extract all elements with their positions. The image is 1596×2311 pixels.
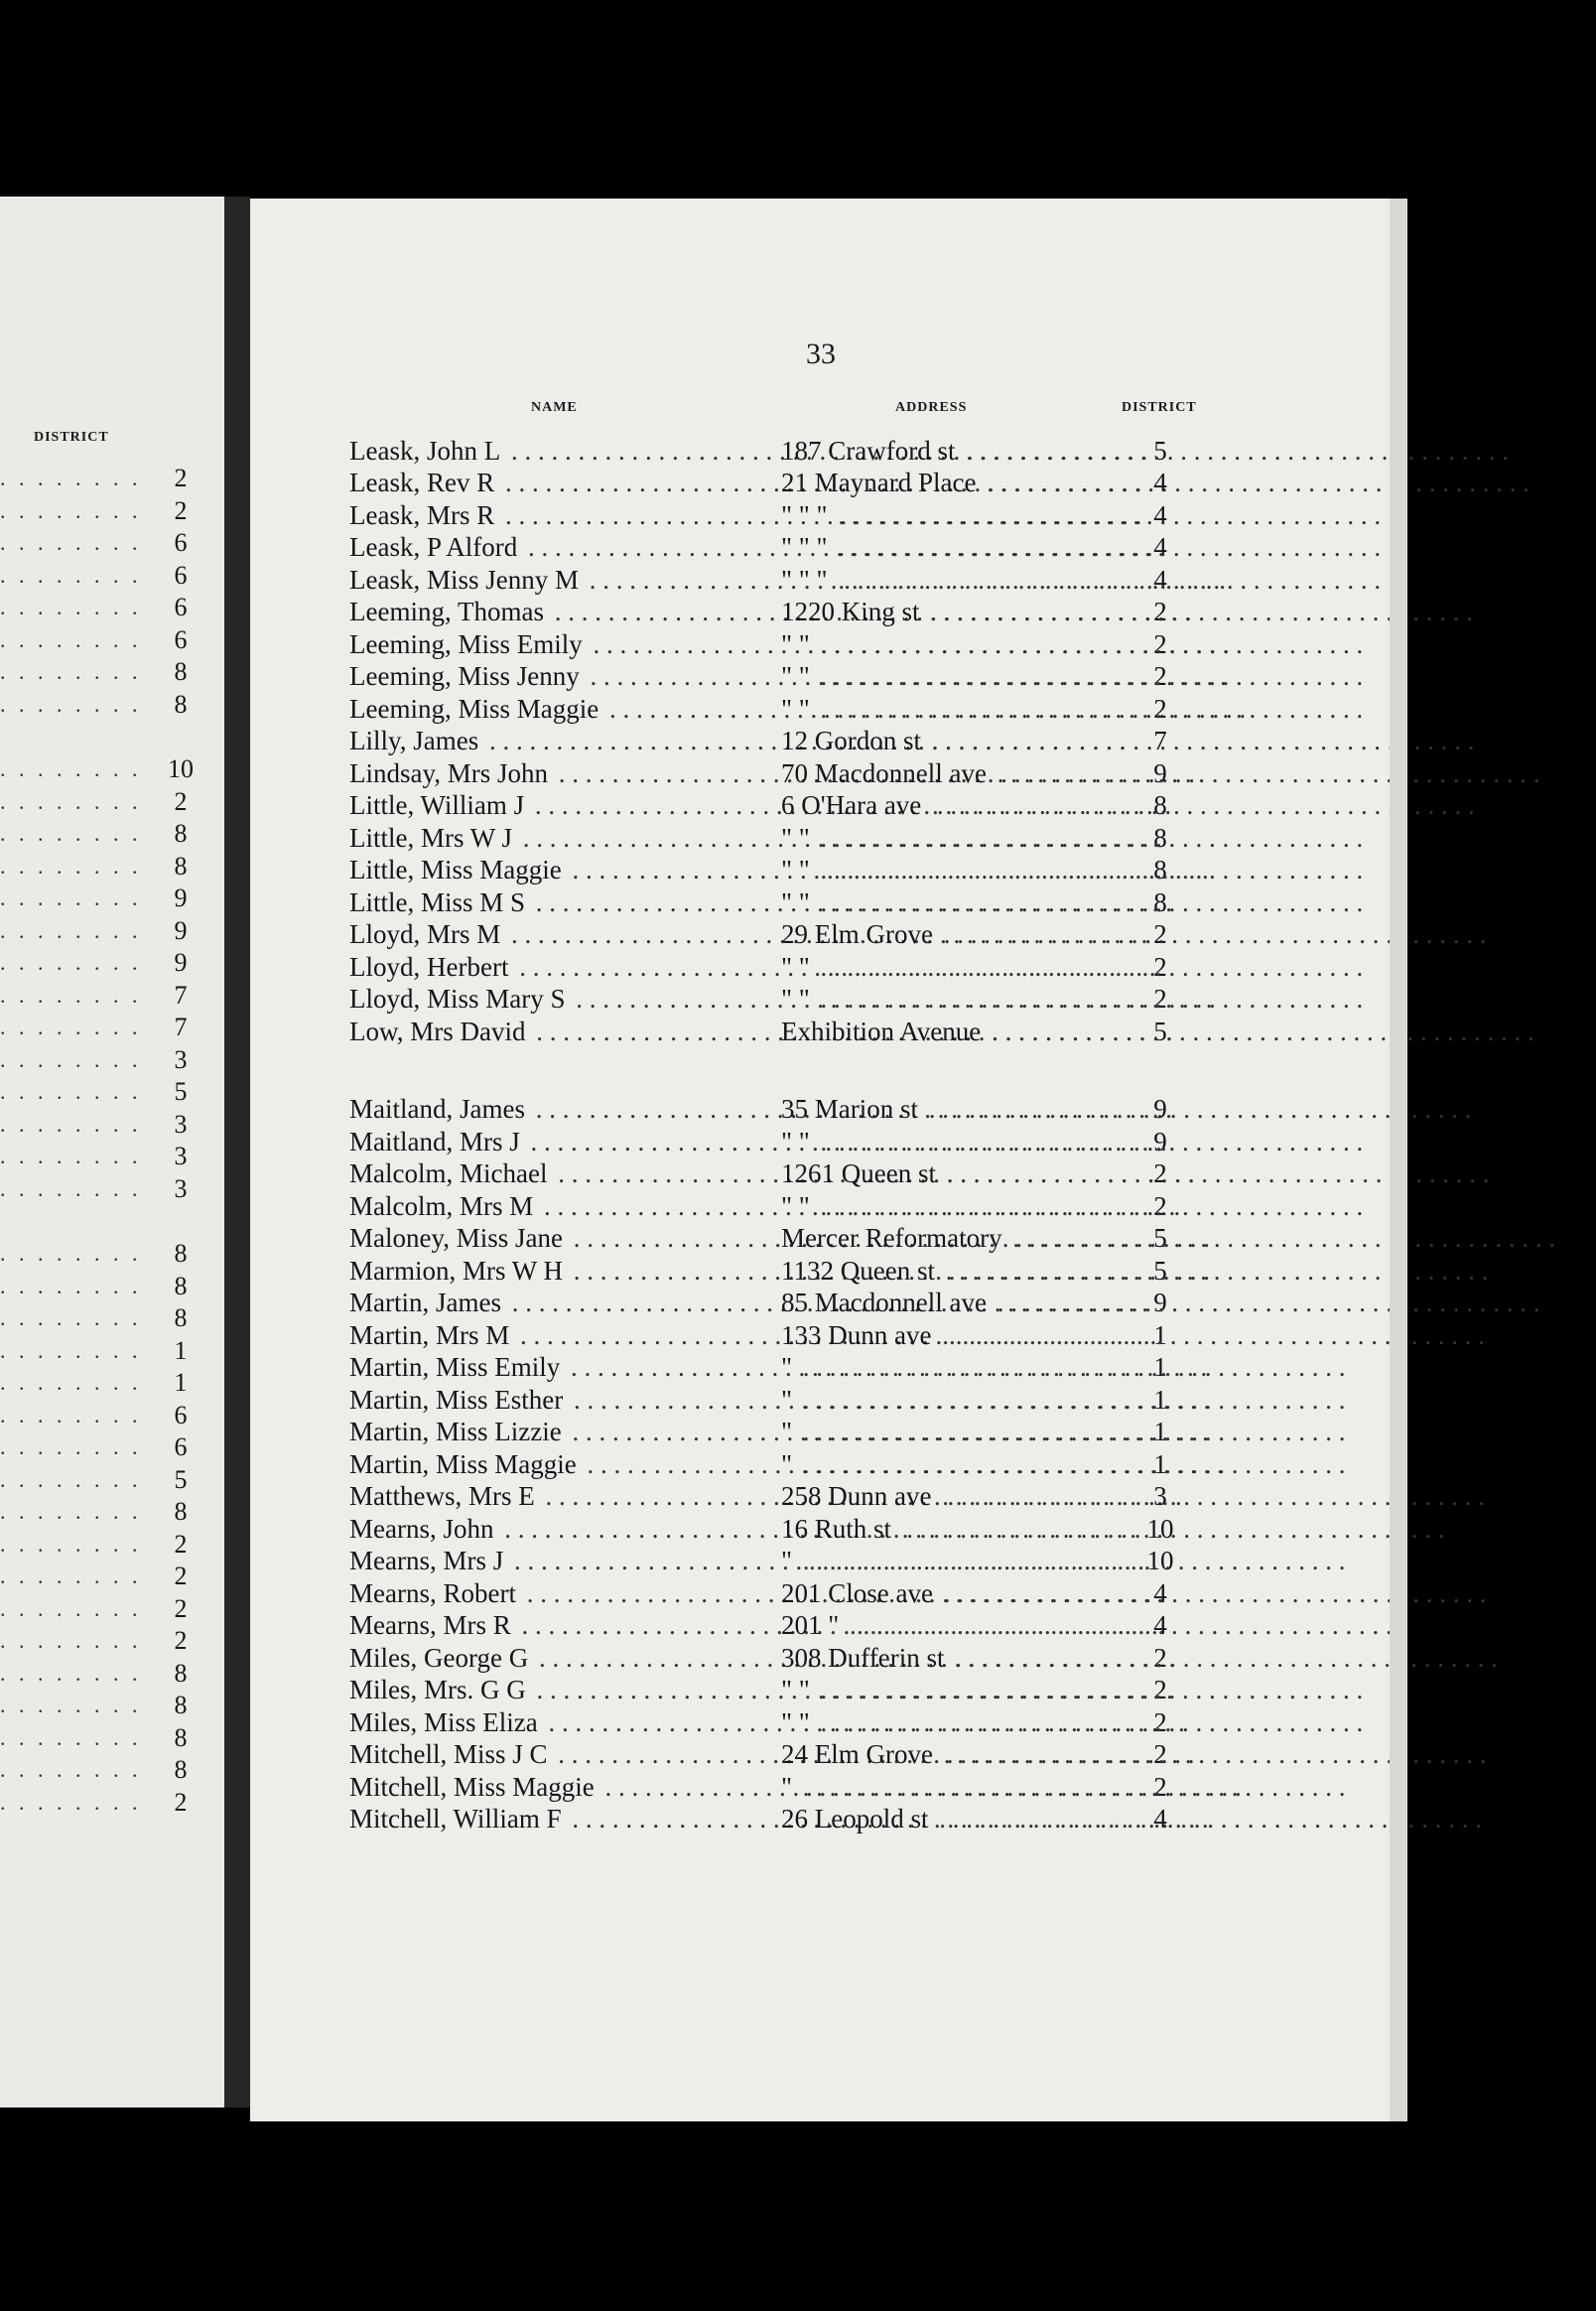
leader-dots: . . . . . . . . — [0, 1434, 142, 1460]
entry-district: 1 — [1153, 1448, 1167, 1479]
entry-address: " " . . . — [781, 629, 1133, 660]
leader-dots: . . . . . . . . — [0, 1724, 142, 1750]
leader-dots: . . . . . . . . — [0, 626, 142, 652]
leader-dots: . . . . . . . . — [0, 1079, 142, 1105]
entry-address: 70 Macdonnell ave . . . — [781, 758, 1133, 789]
left-district-row — [0, 1141, 224, 1173]
entry-name: Maitland, Mrs J . . . — [349, 1127, 773, 1157]
left-district-row — [0, 1012, 224, 1044]
directory-entry — [349, 499, 1342, 532]
leader-dots: . . . . . . . . — [0, 1305, 142, 1331]
leader-dots: . . . . . . . . — [0, 1046, 142, 1072]
leader-dots: . . . . . . . . — [0, 659, 142, 685]
entry-district: 8 — [1153, 790, 1167, 821]
left-district-value: 2 — [174, 495, 188, 525]
directory-entry — [349, 1255, 1342, 1288]
leader-dots: . . . . . . . . — [0, 982, 142, 1008]
address-column-header: ADDRESS — [895, 400, 968, 415]
entry-address: " " " . . . — [781, 565, 1133, 596]
directory-entry — [349, 1706, 1342, 1739]
leader-dots: . . . . . . . . — [0, 788, 142, 814]
entry-name: Lloyd, Mrs M . . . — [349, 919, 773, 950]
entry-name: Lloyd, Miss Mary S . . . — [349, 984, 773, 1015]
left-district-row — [0, 947, 224, 980]
directory-entry — [349, 1642, 1342, 1675]
entry-address: 16 Ruth st . . . — [781, 1514, 1133, 1545]
entry-address: " " . . . — [781, 887, 1133, 918]
leader-dots: . . . . . . . . — [0, 1757, 142, 1783]
leader-dots: . . . . . . . . — [0, 1563, 142, 1589]
entry-name: Miles, Miss Eliza . . . — [349, 1707, 773, 1738]
entry-name: Mearns, Mrs R . . . — [349, 1610, 773, 1641]
directory-entry — [349, 984, 1342, 1017]
directory-entry — [349, 1126, 1342, 1158]
directory-entry — [349, 532, 1342, 565]
left-district-row — [0, 818, 224, 851]
left-district-row — [0, 1658, 224, 1691]
entry-district: 4 — [1153, 1804, 1167, 1835]
entry-name: Martin, Mrs M . . . — [349, 1320, 773, 1351]
entry-name: Miles, George G . . . — [349, 1643, 773, 1674]
directory-entry — [349, 1223, 1342, 1256]
entry-district: 2 — [1153, 951, 1167, 982]
leader-dots: . . . . . . . . — [0, 950, 142, 976]
directory-entry — [349, 661, 1342, 694]
entry-address: 201 Close ave . . . — [781, 1578, 1133, 1609]
entry-district: 2 — [1153, 1706, 1167, 1737]
left-district-value: 3 — [174, 1142, 188, 1171]
left-district-row — [0, 1561, 224, 1593]
left-district-row — [0, 495, 224, 528]
directory-page — [250, 199, 1392, 2121]
entry-district: 5 — [1153, 1016, 1167, 1046]
entry-name: Leask, John L . . . — [349, 436, 773, 467]
left-district-row — [0, 1690, 224, 1722]
left-district-row — [0, 1625, 224, 1658]
entry-district: 2 — [1153, 628, 1167, 659]
entry-address: Mercer Reformatory . . . — [781, 1223, 1133, 1254]
directory-entry — [349, 1610, 1342, 1643]
leader-dots: . . . . . . . . — [0, 885, 142, 911]
left-district-value: 8 — [174, 1239, 188, 1269]
entry-name: Lilly, James . . . — [349, 726, 773, 756]
entry-district: 7 — [1153, 726, 1167, 756]
entry-name: Leask, Miss Jenny M . . . — [349, 565, 773, 596]
entry-name: Martin, Miss Maggie . . . — [349, 1449, 773, 1480]
left-district-row — [0, 1367, 224, 1400]
entry-name: Leeming, Miss Maggie . . . — [349, 694, 773, 725]
page-number: 33 — [806, 338, 836, 370]
entry-name: Low, Mrs David . . . — [349, 1017, 773, 1047]
entry-name: Martin, James . . . — [349, 1288, 773, 1318]
directory-entry — [349, 1513, 1342, 1546]
directory-entry — [349, 435, 1342, 468]
left-district-row — [0, 1722, 224, 1755]
left-district-value: 7 — [174, 980, 188, 1010]
left-district-value: 9 — [174, 915, 188, 945]
left-district-value: 1 — [174, 1335, 188, 1365]
leader-dots: . . . . . . . . — [0, 1693, 142, 1718]
entry-address: " " . . . — [781, 855, 1133, 885]
left-district-value: 8 — [174, 819, 188, 849]
directory-entry — [349, 597, 1342, 629]
directory-entries — [349, 435, 1342, 1835]
directory-entry — [349, 855, 1342, 887]
entry-name: Little, Miss Maggie . . . — [349, 855, 773, 885]
left-district-value: 6 — [174, 593, 188, 622]
entry-address: 12 Gordon st . . . — [781, 726, 1133, 756]
directory-entry — [349, 1190, 1342, 1223]
left-district-row — [0, 624, 224, 657]
entry-address: 6 O'Hara ave . . . — [781, 790, 1133, 821]
left-district-row — [0, 560, 224, 593]
entry-district: 2 — [1153, 1158, 1167, 1189]
entry-address: " " . . . — [781, 984, 1133, 1015]
entry-address: " " . . . — [781, 952, 1133, 983]
left-district-row — [0, 1593, 224, 1626]
entry-name: Leask, P Alford . . . — [349, 532, 773, 563]
entry-district: 2 — [1153, 661, 1167, 692]
entry-district: 2 — [1153, 1675, 1167, 1705]
directory-entry — [349, 951, 1342, 984]
entry-district: 2 — [1153, 1190, 1167, 1221]
entry-district: 8 — [1153, 886, 1167, 917]
entry-name: Mearns, Robert . . . — [349, 1578, 773, 1609]
directory-entry — [349, 886, 1342, 919]
leader-dots: . . . . . . . . — [0, 821, 142, 847]
leader-dots: . . . . . . . . — [0, 497, 142, 523]
left-district-value: 2 — [174, 1529, 188, 1559]
entry-address: " " . . . — [781, 1127, 1133, 1157]
left-district-row — [0, 851, 224, 884]
left-district-value: 2 — [174, 1593, 188, 1623]
entry-name: Mearns, Mrs J . . . — [349, 1546, 773, 1576]
leader-dots: . . . . . . . . — [0, 530, 142, 556]
directory-entry — [349, 757, 1342, 790]
directory-entry — [349, 468, 1342, 500]
entry-name: Mitchell, Miss Maggie . . . — [349, 1772, 773, 1803]
entry-address: 21 Maynard Place . . . — [781, 468, 1133, 498]
entry-name: Mearns, John . . . — [349, 1514, 773, 1545]
left-district-row — [0, 527, 224, 560]
left-district-value: 2 — [174, 1787, 188, 1817]
leader-dots: . . . . . . . . — [0, 1241, 142, 1267]
leader-dots: . . . . . . . . — [0, 691, 142, 717]
left-district-value: 3 — [174, 1044, 188, 1074]
left-district-value: 3 — [174, 1173, 188, 1203]
leader-dots: . . . . . . . . — [0, 1531, 142, 1557]
entry-name: Leeming, Miss Jenny . . . — [349, 661, 773, 692]
entry-address: " " . . . — [781, 694, 1133, 725]
directory-entry — [349, 1739, 1342, 1772]
left-district-value: 6 — [174, 528, 188, 558]
left-district-row — [0, 656, 224, 689]
left-district-value: 8 — [174, 1303, 188, 1333]
directory-entry — [349, 1094, 1342, 1127]
entry-name: Lloyd, Herbert . . . — [349, 952, 773, 983]
entry-address: " " " . . . — [781, 532, 1133, 563]
left-district-value: 5 — [174, 1464, 188, 1494]
entry-district: 1 — [1153, 1384, 1167, 1415]
entry-address: 26 Leopold st . . . — [781, 1804, 1133, 1835]
left-district-row — [0, 980, 224, 1013]
left-district-row — [0, 915, 224, 948]
left-district-row — [0, 689, 224, 722]
leader-dots: . . . . . . . . — [0, 1660, 142, 1686]
left-district-row — [0, 1302, 224, 1335]
directory-entry — [349, 1158, 1342, 1191]
entry-address: 133 Dunn ave . . . — [781, 1320, 1133, 1351]
entry-address: " . . . — [781, 1449, 1133, 1480]
entry-name: Mitchell, Miss J C . . . — [349, 1739, 773, 1770]
left-district-value: 8 — [174, 851, 188, 881]
entry-address: " " " . . . — [781, 500, 1133, 531]
left-district-value: 10 — [168, 754, 194, 784]
left-district-value: 1 — [174, 1368, 188, 1398]
left-district-row — [0, 1754, 224, 1787]
entry-district: 2 — [1153, 1739, 1167, 1770]
leader-dots: . . . . . . . . — [0, 1595, 142, 1621]
entry-address: " . . . — [781, 1546, 1133, 1576]
entry-address: 24 Elm Grove . . . — [781, 1739, 1133, 1770]
left-district-row — [0, 1400, 224, 1432]
page-edge — [1390, 199, 1407, 2121]
directory-entry — [349, 790, 1342, 823]
left-district-row — [0, 1431, 224, 1464]
entry-name: Martin, Miss Esther . . . — [349, 1385, 773, 1416]
entry-district: 5 — [1153, 1223, 1167, 1254]
left-district-header: DISTRICT — [34, 430, 109, 445]
directory-entry — [349, 1804, 1342, 1836]
entry-district: 4 — [1153, 532, 1167, 563]
left-district-row — [0, 786, 224, 819]
leader-dots: . . . . . . . . — [0, 1337, 142, 1363]
directory-entry — [349, 1546, 1342, 1578]
directory-entry — [349, 1577, 1342, 1610]
entry-name: Little, Mrs W J . . . — [349, 823, 773, 854]
entry-district: 10 — [1146, 1513, 1174, 1544]
leader-dots: . . . . . . . . — [0, 1628, 142, 1654]
directory-entry — [349, 1481, 1342, 1514]
entry-district: 9 — [1153, 1094, 1167, 1125]
left-district-value: 6 — [174, 560, 188, 590]
left-district-row — [0, 1173, 224, 1206]
left-district-value: 5 — [174, 1077, 188, 1107]
entry-district: 4 — [1153, 564, 1167, 595]
entry-district: 3 — [1153, 1481, 1167, 1512]
entry-address: " . . . — [781, 1352, 1133, 1383]
directory-entry — [349, 628, 1342, 661]
previous-page-fragment — [0, 197, 224, 2107]
left-district-value: 8 — [174, 1691, 188, 1720]
entry-district: 4 — [1153, 1610, 1167, 1641]
entry-address: " . . . — [781, 1385, 1133, 1416]
left-district-value: 7 — [174, 1013, 188, 1042]
entry-address: 85 Macdonnell ave . . . — [781, 1288, 1133, 1318]
left-district-value: 9 — [174, 948, 188, 978]
left-district-row — [0, 1109, 224, 1142]
left-district-value: 8 — [174, 1722, 188, 1752]
entry-address: 258 Dunn ave . . . — [781, 1481, 1133, 1512]
left-district-value: 3 — [174, 1109, 188, 1139]
directory-entry — [349, 1771, 1342, 1804]
entry-name: Martin, Miss Emily . . . — [349, 1352, 773, 1383]
entry-name: Lindsay, Mrs John . . . — [349, 758, 773, 789]
entry-address: 308 Dufferin st . . . — [781, 1643, 1133, 1674]
directory-entry — [349, 1288, 1342, 1320]
entry-name: Malcolm, Michael . . . — [349, 1158, 773, 1189]
entry-district: 5 — [1153, 435, 1167, 466]
entry-address: " " . . . — [781, 1707, 1133, 1738]
entry-name: Leeming, Miss Emily . . . — [349, 629, 773, 660]
left-district-value: 2 — [174, 464, 188, 493]
directory-entry — [349, 564, 1342, 597]
entry-address: " " . . . — [781, 1675, 1133, 1705]
name-column-header: NAME — [531, 400, 578, 415]
left-district-row — [0, 1335, 224, 1368]
left-district-value: 6 — [174, 1400, 188, 1429]
left-district-value: 9 — [174, 884, 188, 913]
leader-dots: . . . . . . . . — [0, 1273, 142, 1298]
left-district-row — [0, 1787, 224, 1820]
directory-entry — [349, 1352, 1342, 1385]
entry-district: 8 — [1153, 822, 1167, 853]
entry-address: 1220 King st . . . — [781, 597, 1133, 627]
left-district-row — [0, 1076, 224, 1109]
entry-name: Malcolm, Mrs M . . . — [349, 1191, 773, 1222]
entry-address: 29 Elm Grove . . . — [781, 919, 1133, 950]
entry-name: Maitland, James . . . — [349, 1094, 773, 1125]
directory-entry — [349, 726, 1342, 758]
entry-name: Leask, Rev R . . . — [349, 468, 773, 498]
entry-address: 35 Marion st . . . — [781, 1094, 1133, 1125]
entry-district: 9 — [1153, 1288, 1167, 1318]
entry-address: 187 Crawford st . . . — [781, 436, 1133, 467]
left-district-row — [0, 1238, 224, 1271]
leader-dots: . . . . . . . . — [0, 1015, 142, 1040]
entry-address: Exhibition Avenue . . . — [781, 1017, 1133, 1047]
entry-name: Matthews, Mrs E . . . — [349, 1481, 773, 1512]
entry-district: 2 — [1153, 984, 1167, 1015]
entry-name: Maloney, Miss Jane . . . — [349, 1223, 773, 1254]
entry-district: 5 — [1153, 1255, 1167, 1286]
entry-address: " " . . . — [781, 1191, 1133, 1222]
directory-entry — [349, 693, 1342, 726]
leader-dots: . . . . . . . . — [0, 1370, 142, 1396]
entry-district: 2 — [1153, 597, 1167, 627]
entry-district: 1 — [1153, 1417, 1167, 1447]
entry-district: 2 — [1153, 1771, 1167, 1802]
entry-name: Mitchell, William F . . . — [349, 1804, 773, 1835]
directory-entry — [349, 822, 1342, 855]
directory-entry — [349, 1016, 1342, 1048]
entry-district: 2 — [1153, 919, 1167, 950]
directory-entry — [349, 1384, 1342, 1417]
leader-dots: . . . . . . . . — [0, 1499, 142, 1525]
entry-district: 4 — [1153, 1577, 1167, 1608]
entry-address: 1261 Queen st . . . — [781, 1158, 1133, 1189]
leader-dots: . . . . . . . . — [0, 853, 142, 879]
entry-district: 4 — [1153, 468, 1167, 498]
directory-entry — [349, 1448, 1342, 1481]
entry-name: Marmion, Mrs W H . . . — [349, 1256, 773, 1287]
entry-name: Little, Miss M S . . . — [349, 887, 773, 918]
left-district-row — [0, 1464, 224, 1497]
left-district-row — [0, 1529, 224, 1562]
leader-dots: . . . . . . . . — [0, 562, 142, 588]
entry-address: 201 " . . . — [781, 1610, 1133, 1641]
left-district-value: 8 — [174, 689, 188, 719]
leader-dots: . . . . . . . . — [0, 756, 142, 782]
entry-district: 1 — [1153, 1319, 1167, 1350]
entry-name: Miles, Mrs. G G . . . — [349, 1675, 773, 1705]
entry-district: 9 — [1153, 1126, 1167, 1156]
left-district-row — [0, 883, 224, 915]
leader-dots: . . . . . . . . — [0, 1111, 142, 1137]
entry-address: " " . . . — [781, 661, 1133, 692]
left-district-value: 8 — [174, 1271, 188, 1300]
entry-name: Leask, Mrs R . . . — [349, 500, 773, 531]
left-district-row — [0, 1271, 224, 1303]
left-district-value: 2 — [174, 1562, 188, 1591]
directory-entry — [349, 1319, 1342, 1352]
leader-dots: . . . . . . . . — [0, 595, 142, 620]
left-district-value: 6 — [174, 1432, 188, 1462]
left-district-value: 2 — [174, 786, 188, 816]
left-district-row — [0, 1044, 224, 1077]
entry-district: 2 — [1153, 693, 1167, 724]
left-district-row — [0, 592, 224, 624]
leader-dots: . . . . . . . . — [0, 466, 142, 491]
entry-address: 1132 Queen st . . . — [781, 1256, 1133, 1287]
leader-dots: . . . . . . . . — [0, 1175, 142, 1201]
entry-address: " . . . — [781, 1417, 1133, 1447]
left-district-value: 8 — [174, 1497, 188, 1527]
leader-dots: . . . . . . . . — [0, 1402, 142, 1427]
leader-dots: . . . . . . . . — [0, 1789, 142, 1815]
entry-district: 1 — [1153, 1352, 1167, 1383]
entry-district: 8 — [1153, 855, 1167, 885]
directory-entry — [349, 1417, 1342, 1449]
left-district-value: 6 — [174, 624, 188, 654]
left-district-row — [0, 1496, 224, 1529]
entry-name: Leeming, Thomas . . . — [349, 597, 773, 627]
left-district-value: 8 — [174, 1658, 188, 1688]
leader-dots: . . . . . . . . — [0, 917, 142, 943]
entry-name: Martin, Miss Lizzie . . . — [349, 1417, 773, 1447]
district-column-header: DISTRICT — [1122, 400, 1197, 415]
entry-district: 4 — [1153, 499, 1167, 530]
left-district-value: 8 — [174, 1755, 188, 1785]
entry-district: 10 — [1146, 1546, 1174, 1576]
left-district-value: 8 — [174, 657, 188, 687]
entry-district: 9 — [1153, 757, 1167, 788]
directory-entry — [349, 919, 1342, 952]
left-district-value: 2 — [174, 1626, 188, 1656]
left-district-list — [0, 463, 224, 1819]
book-gutter — [224, 197, 250, 2107]
entry-address: " " . . . — [781, 823, 1133, 854]
directory-entry — [349, 1675, 1342, 1707]
left-district-row — [0, 463, 224, 495]
left-district-row — [0, 753, 224, 786]
leader-dots: . . . . . . . . — [0, 1144, 142, 1169]
entry-address: " . . . — [781, 1772, 1133, 1803]
entry-name: Little, William J . . . — [349, 790, 773, 821]
leader-dots: . . . . . . . . — [0, 1466, 142, 1492]
entry-district: 2 — [1153, 1642, 1167, 1673]
